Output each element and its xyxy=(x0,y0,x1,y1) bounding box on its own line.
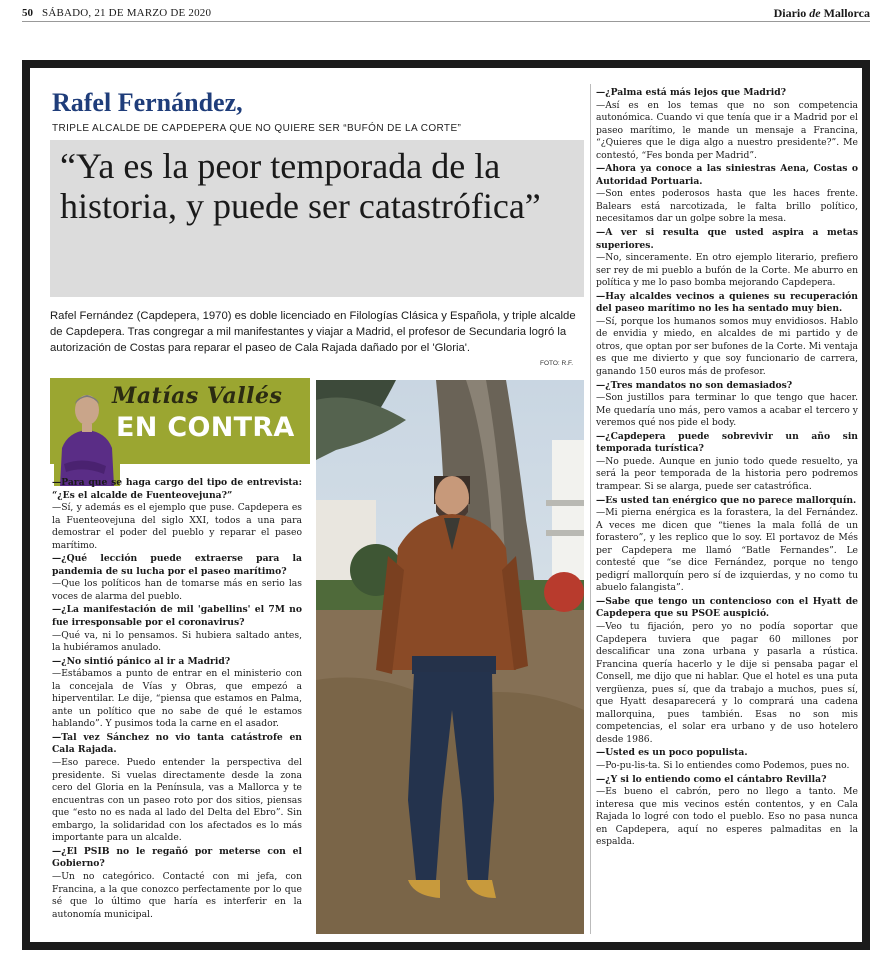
interview-question: —Tal vez Sánchez no vio tanta catástrofe en Cala Rajada. xyxy=(52,731,302,756)
interview-question: —Para que se haga cargo del tipo de entrevista: “¿Es el alcalde de Fuenteovejuna?” xyxy=(52,477,302,501)
interview-answer: —Qué va, ni lo pensamos. Si hubiera saltado antes, la hubiéramos anulado. xyxy=(52,629,302,654)
interviewee-name: Rafel Fernández, xyxy=(52,88,243,117)
columnist-signature: Matías Vallés xyxy=(112,383,283,409)
interview-answer: —Estábamos a punto de entrar en el ministerio con la concejala de Vías y Obras, que empezó a hiperventilar. Le dije, “piensa que estamos en Palma, ante un político que no sabe de qué le estamos hablando”. Y pusimos toda la carne en el asador. xyxy=(52,668,302,730)
interview-question: —¿Palma está más lejos que Madrid? xyxy=(596,87,786,98)
interview-answer: —Po-pu-lis-ta. Si lo entiendes como Podemos, pues no. xyxy=(596,759,850,771)
interview-answer: —No puede. Aunque en junio todo quede resuelto, ya será la peor temporada de la historia pero podremos trampear. Si se alarga, puede ser catastrófica. xyxy=(596,455,858,492)
interview-answer: —Veo tu fijación, pero yo no podía soportar que Capdepera tuviera que pagar 60 millones por descalificar una zona urbana y pasarla a rústica. Francina quería hacerlo y le dije si pensaba pagar el Consell, me dijo que ni hablar. Que el hotel es una puta vergüenza, pues sí, que da trabajo a muchos, pues sí, que Hyatt desaparecerá y lo comprará una cadena mallorquina, pues también. Esas no son mis competencias, el solar era urbano y de uso hotelero desde 1986. xyxy=(596,620,858,745)
interview-question: —A ver si resulta que usted aspira a metas superiores. xyxy=(596,227,858,251)
interview-question: —Ahora ya conoce a las siniestras Aena, Costas o Autoridad Portuaria. xyxy=(596,163,858,187)
interview-question: —¿Capdepera puede sobrevivir un año sin temporada turística? xyxy=(596,430,858,455)
left-column xyxy=(52,476,302,921)
interview-question: —¿Tres mandatos no son demasiados? xyxy=(596,379,793,391)
interview-answer: —Es bueno el cabrón, pero no llego a tanto. Me interesa que mis vecinos estén contentos, y en Cala Rajada lo logré con todo el pueblo. Eso no pasa nunca en Capdepera, aquí no esperes palmaditas en la espalda. xyxy=(596,786,858,848)
intro-paragraph: Rafel Fernández (Capdepera, 1970) es doble licenciado en Filologías Clásica y Española, y triple alcalde de Capdepera. Tras congregar a mil manifestantes y viajar a Madrid, el profesor de Secundaria logró la autorización de Costas para reparar el paseo de Cala Rajada dañado por el 'Gloria'. xyxy=(50,310,576,354)
article-frame xyxy=(22,60,870,950)
interview-question: —¿Qué lección puede extraerse para la pandemia de su lucha por el paseo marítimo? xyxy=(52,553,302,577)
interviewee-subtitle: TRIPLE ALCALDE DE CAPDEPERA QUE NO QUIERE SER “BUFÓN DE LA CORTE” xyxy=(52,123,462,134)
column-banner xyxy=(50,378,310,464)
interview-answer: —Sí, y además es el ejemplo que puse. Capdepera es la Fuenteovejuna del siglo XXI, todos a una para demostrar el poder del pueblo y reparar el paseo marítimo. xyxy=(52,502,302,551)
column-label: EN CONTRA xyxy=(116,412,295,443)
interview-question: —Hay alcaldes vecinos a quienes su recuperación del paseo marítimo no les ha sentado muy bien. xyxy=(596,290,858,315)
interview-answer: —Eso parece. Puedo entender la perspectiva del presidente. Si vuelas directamente desde la zona cero del Gloria en la Península, vas a Mallorca y te encuentras con un paseo roto por dos sitios, piensas que “esto no es nada al lado del Delta del Ebro”. Sin embargo, la solidaridad con los afectados es lo más importante para un alcalde. xyxy=(52,757,302,844)
interview-answer: —Así es en los temas que no son competencia autonómica. Cuando vi que tenía que ir a Madrid por el paseo marítimo, le mande un mensaje a Francina, “¿Quieres que le diga algo a nuestro presidente?”. Me contestó, “Fes bonda per Madrid”. xyxy=(596,99,858,161)
interview-answer: —Son justillos para terminar lo que tengo que hacer. Me quedaría uno más, pero vamos a acabar el tercero y veremos qué nos pide el body. xyxy=(596,392,858,429)
headline-box xyxy=(50,140,584,297)
page-header xyxy=(22,6,870,22)
interviewee-photo xyxy=(316,380,584,934)
issue-date: SÁBADO, 21 DE MARZO DE 2020 xyxy=(42,7,212,19)
interview-question: —Usted es un poco populista. xyxy=(596,747,748,759)
newspaper-brand: Diario de Mallorca xyxy=(773,6,870,20)
headline-quote: “Ya es la peor temporada de la historia, y puede ser catastrófica” xyxy=(60,146,541,226)
interview-question: —Sabe que tengo un contencioso con el Hyatt de Capdepera que su PSOE auspició. xyxy=(596,595,858,620)
column-divider xyxy=(590,84,591,934)
page-number: 50 xyxy=(22,7,33,19)
interview-question: —Es usted tan enérgico que no parece mallorquín. xyxy=(596,494,857,506)
interview-answer: —Un no categórico. Contacté con mi jefa, con Francina, a la que conozco perfectamente por lo que sé que lo último que haría es interferir en la autonomía municipal. xyxy=(52,870,302,920)
right-column xyxy=(596,86,858,849)
interview-answer: —Son entes poderosos hasta que les haces frente. Balears está narcotizada, le falta brillo político, necesitamos dar un golpe sobre la mesa. xyxy=(596,188,858,225)
interview-answer: —Mi pierna enérgica es la forastera, la del Fernández. A veces me dicen que “tienes la mala follá de un forastero”, y les replico que lo soy. El portavoz de Més per Capdepera me llamó “Batle Fernandes”. Le contesté que “se dice Fernández, porque no tengo pedigrí mallorquín pero sí de izquierdas, y no como tu abuelo falangista”. xyxy=(596,507,858,594)
interview-answer: —Sí, porque los humanos somos muy envidiosos. Hablo de envidia y miedo, en alcaldes de mi partido y de otros, que optan por ser bufones de la Corte. Mi ventaja es que me divierto y que soy funcionario de carrera, ganando 150 euros más de profesor. xyxy=(596,315,858,378)
interview-question: —¿El PSIB no le regañó por meterse con el Gobierno? xyxy=(52,845,302,870)
author-portrait-icon xyxy=(54,378,120,486)
interview-question: —¿Y si lo entiendo como el cántabro Revilla? xyxy=(596,773,827,785)
interview-question: —¿No sintió pánico al ir a Madrid? xyxy=(52,655,231,667)
photo-credit: FOTO: R.F. xyxy=(540,360,574,367)
interview-answer: —No, sinceramente. En otro ejemplo literario, prefiero ser rey de mi pueblo a bufón de la Corte. Me aburro en política y me lo paso bomba mejorando Capdepera. xyxy=(596,252,858,289)
interview-question: —¿La manifestación de mil 'gabellins' el 7M no fue irresponsable por el coronavirus? xyxy=(52,604,302,629)
interview-answer: —Que los políticos han de tomarse más en serio las voces de alarma del pueblo. xyxy=(52,578,302,602)
